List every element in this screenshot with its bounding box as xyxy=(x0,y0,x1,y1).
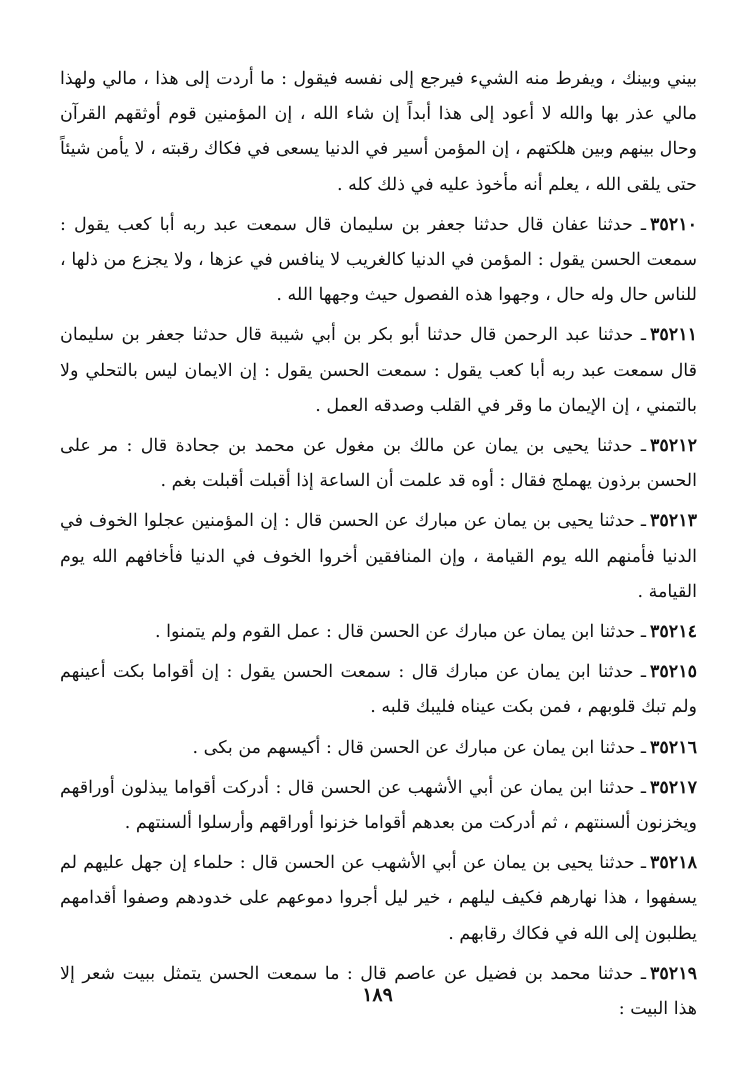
hadith-35217 xyxy=(60,771,697,841)
hadith-text: ـ حدثنا ابن يمان عن مبارك عن الحسن قال : عمل القوم ولم يتمنوا . xyxy=(154,622,646,643)
hadith-text: ـ حدثنا يحيى بن يمان عن مالك بن مغول عن محمد بن جحادة قال : مر على الحسن برذون يهملج فقال : أوه قد علمت أن الساعة إذا أقبلت أقبلت بغم . xyxy=(60,436,697,492)
hadith-number: ٣٥٢١٩ xyxy=(650,963,697,984)
page-number: ١٨٩ xyxy=(362,984,393,1006)
hadith-number: ٣٥٢١٧ xyxy=(650,777,697,798)
hadith-number: ٣٥٢١٨ xyxy=(650,853,697,874)
hadith-text: ـ حدثنا عفان قال حدثنا جعفر بن سليمان قال سمعت عبد ربه أبا كعب يقول : سمعت الحسن يقول : المؤمن في الدنيا كالغريب لا ينافس في عزها ، ولا يجزع من ذلها ، للناس حال وله حال ، وجهوا هذه الفصول حيث وجهها الله . xyxy=(60,214,697,306)
hadith-text: ـ حدثنا عبد الرحمن قال حدثنا أبو بكر بن أبي شيبة قال حدثنا جعفر بن سليمان قال سمعت عبد ربه أبا كعب يقول : سمعت الحسن يقول : إن الايمان ليس بالتحلي ولا بالتمني ، إن الإيمان ما وقر في القلب وصدقه العمل . xyxy=(60,325,697,416)
hadith-35213 xyxy=(60,504,697,610)
hadith-35218 xyxy=(60,846,697,952)
hadith-number: ٣٥٢١٢ xyxy=(650,436,697,457)
hadith-35216 xyxy=(60,731,697,766)
hadith-number: ٣٥٢١٥ xyxy=(650,662,697,683)
hadith-text: ـ حدثنا يحيى بن يمان عن أبي الأشهب عن الحسن قال : حلماء إن جهل عليهم لم يسفهوا ، هذا نهارهم فكيف ليلهم ، خير ليل أجروا دموعهم على خدودهم وصفوا أقدامهم يطلبون إلى الله في فكاك رقابهم . xyxy=(60,853,697,944)
hadith-number: ٣٥٢١٠ xyxy=(650,214,697,235)
hadith-35215 xyxy=(60,655,697,725)
intro-paragraph: بيني وبينك ، ويفرط منه الشيء فيرجع إلى نفسه فيقول : ما أردت إلى هذا ، مالي ولهذا مالي عذر بها والله لا أعود إلى هذا أبداً إن شاء الله ، إن المؤمنين قوم أوثقهم القرآن وحال بينهم وبين هلكتهم ، إن المؤمن أسير في الدنيا يسعى في فكاك رقبته ، لا يأمن شيئاً حتى يلقى الله ، يعلم أنه مأخوذ عليه في ذلك كله . xyxy=(60,69,697,195)
hadith-35214 xyxy=(60,615,697,650)
hadith-number: ٣٥٢١٤ xyxy=(650,622,697,643)
hadith-number: ٣٥٢١١ xyxy=(650,325,697,346)
hadith-number: ٣٥٢١٦ xyxy=(650,737,697,758)
hadith-35211 xyxy=(60,318,697,424)
hadith-text: ـ حدثنا ابن يمان عن مبارك قال : سمعت الحسن يقول : إن أقواما بكت أعينهم ولم تبك قلوبهم ، فمن بكت عيناه فليبك قلبه . xyxy=(60,662,697,718)
hadith-text: ـ حدثنا ابن يمان عن أبي الأشهب عن الحسن قال : أدركت أقواما يبذلون أوراقهم ويخزنون ألسنتهم ، ثم أدركت من بعدهم أقواما خزنوا أوراقهم وأرسلوا ألسنتهم . xyxy=(60,777,697,834)
page-body xyxy=(60,62,697,1027)
hadith-number: ٣٥٢١٣ xyxy=(650,511,697,532)
hadith-text: ـ حدثنا يحيى بن يمان عن مبارك عن الحسن قال : إن المؤمنين عجلوا الخوف في الدنيا فأمنهم الله يوم القيامة ، وإن المنافقين أخروا الخوف في الدنيا فأخافهم الله يوم القيامة . xyxy=(60,511,697,602)
hadith-35212 xyxy=(60,429,697,499)
hadith-text: ـ حدثنا ابن يمان عن مبارك عن الحسن قال : أكيسهم من بكى . xyxy=(192,737,646,758)
hadith-text: ـ حدثنا محمد بن فضيل عن عاصم قال : ما سمعت الحسن يتمثل ببيت شعر إلا هذا البيت : xyxy=(60,963,697,1020)
hadith-35210 xyxy=(60,208,697,314)
